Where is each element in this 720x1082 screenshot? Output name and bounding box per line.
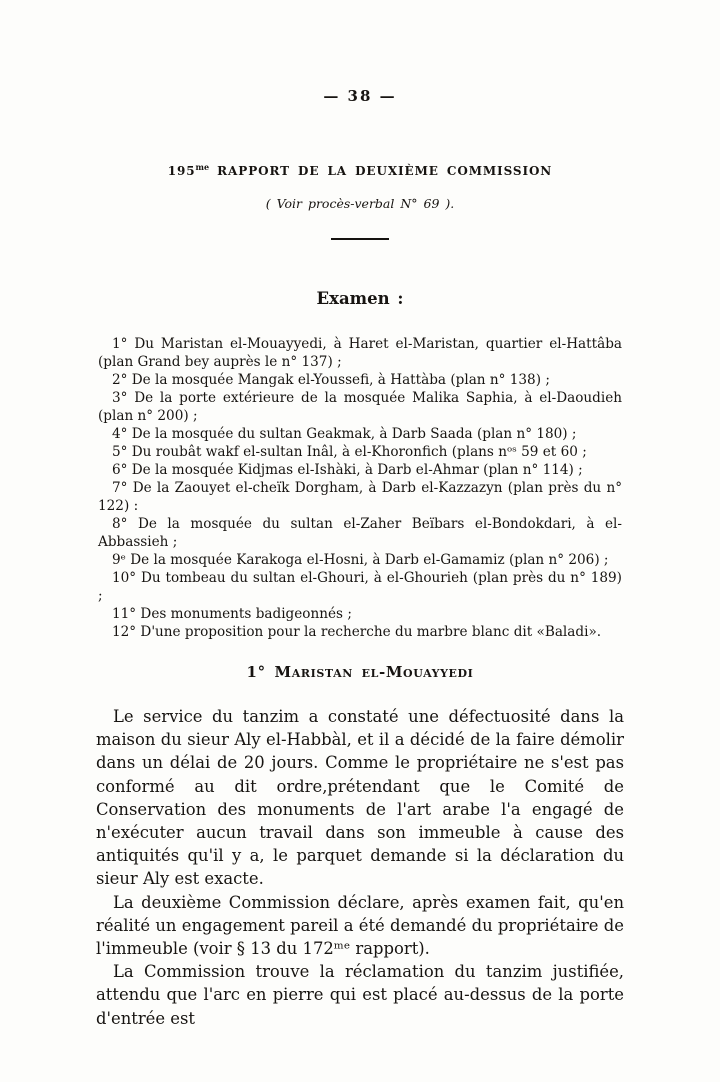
examen-item-12: 12° D'une proposition pour la recherche du marbre blanc dit «Baladi». <box>112 624 602 640</box>
examen-item-7: 7° De la Zaouyet el-cheïk Dorgham, à Darb el-Kazzazyn (plan près du n° 122) : <box>98 480 622 514</box>
body-paragraph-3: La Commission trouve la réclamation du tanzim justifiée, attendu que l'arc en pierre qui est placé au-dessus de la porte d'entrée est <box>96 962 624 1028</box>
report-title-text: RAPPORT DE LA DEUXIÈME COMMISSION <box>209 164 553 178</box>
examen-item-11: 11° Des monuments badigeonnés ; <box>112 606 352 622</box>
examen-list <box>98 335 622 641</box>
examen-item-4: 4° De la mosquée du sultan Geakmak, à Darb Saada (plan n° 180) ; <box>112 426 577 442</box>
report-subtitle: ( Voir procès-verbal N° 69 ). <box>265 196 455 211</box>
examen-item-3: 3° De la porte extérieure de la mosquée Malika Saphia, à el-Daoudieh (plan n° 200) ; <box>98 390 622 424</box>
report-title-superscript: me <box>195 162 210 172</box>
examen-item-2: 2° De la mosquée Mangak el-Youssefi, à Hattàba (plan n° 138) ; <box>112 372 550 388</box>
separator-rule <box>331 238 389 240</box>
examen-item-10: 10° Du tombeau du sultan el-Ghouri, à el-Ghourieh (plan près du n° 189) ; <box>98 570 622 604</box>
section-number: 1° <box>246 663 266 681</box>
examen-item-9: 9ᵉ De la mosquée Karakoga el-Hosni, à Darb el-Gamamiz (plan n° 206) ; <box>112 552 609 568</box>
examen-item-6: 6° De la mosquée Kidjmas el-Ishàki, à Darb el-Ahmar (plan n° 114) ; <box>112 462 583 478</box>
examen-heading: Examen : <box>316 289 404 308</box>
examen-item-8: 8° De la mosquée du sultan el-Zaher Beïbars el-Bondokdari, à el-Abbassieh ; <box>98 516 622 550</box>
report-title-number: 195 <box>167 164 196 178</box>
report-title <box>0 160 720 178</box>
body-paragraph-1: Le service du tanzim a constaté une défectuosité dans la maison du sieur Aly el-Habbàl, et il a décidé de la faire démolir dans un délai de 20 jours. Comme le propriétaire ne s'est pas conformé au dit ordre,prétendant que le Comité de Conservation des monuments de l'art arabe l'a engagé de n'exécuter aucun travail dans son immeuble à cause des antiquités qu'il y a, le parquet demande si la déclaration du sieur Aly est exacte. <box>96 707 624 889</box>
page-number: — 38 — <box>323 87 397 105</box>
examen-item-1: 1° Du Maristan el-Mouayyedi, à Haret el-Maristan, quartier el-Hattâba (plan Grand bey auprès le n° 137) ; <box>98 336 622 370</box>
section-body <box>96 705 624 1030</box>
body-paragraph-2: La deuxième Commission déclare, après examen fait, qu'en réalité un engagement pareil a été demandé du propriétaire de l'immeuble (voir § 13 du 172ᵐᵉ rapport). <box>96 892 624 959</box>
examen-item-5: 5° Du roubât wakf el-sultan Inâl, à el-Khoronfich (plans nᵒˢ 59 et 60 ; <box>112 444 587 460</box>
section-title: Maristan el-Mouayyedi <box>274 663 474 681</box>
section-heading <box>0 663 720 681</box>
